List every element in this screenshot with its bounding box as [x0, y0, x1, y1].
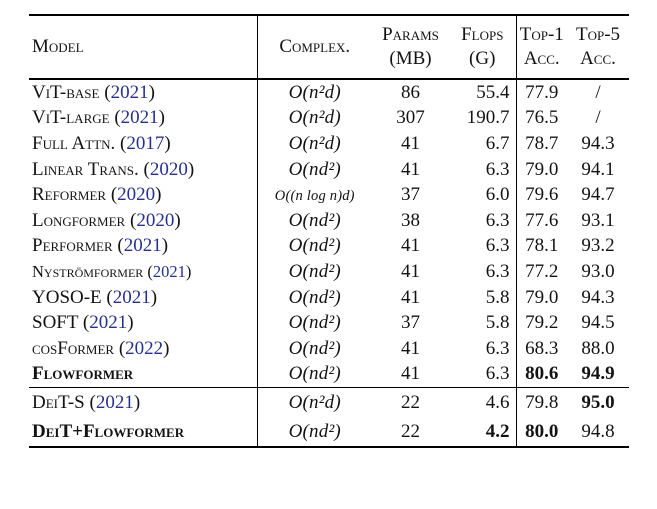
top5-value: 93.2: [581, 235, 615, 257]
table-body-main: [29, 79, 629, 388]
top5-value: 94.5: [581, 312, 615, 334]
model-cell: ViT-large (2021): [29, 106, 257, 132]
complexity-cell: [257, 388, 372, 418]
citation-year-link[interactable]: 2017: [126, 132, 165, 154]
model-name: Nyströmformer: [32, 261, 144, 281]
params-value: 41: [401, 132, 420, 154]
complexity-formula: O(nd²): [288, 363, 341, 385]
params-value: 41: [401, 260, 420, 282]
model-cell: Linear Trans. (2020): [29, 157, 257, 183]
table-row: [29, 417, 629, 447]
complexity-cell: [257, 285, 372, 311]
table-row: [29, 131, 629, 157]
model-name: Linear Trans.: [32, 158, 139, 180]
flops-value: 4.6: [485, 391, 510, 413]
flops-value: 6.3: [485, 260, 510, 282]
params-value: 41: [401, 286, 420, 308]
complexity-formula: O(nd²): [288, 158, 341, 180]
top1-value: 77.2: [516, 259, 567, 285]
params-value: 41: [401, 337, 420, 359]
complexity-cell: [257, 362, 372, 388]
citation-year-link[interactable]: 2021: [123, 235, 162, 257]
top1-value: 68.3: [516, 336, 567, 362]
table-row: [29, 336, 629, 362]
header-model-label: Model: [32, 36, 84, 58]
citation-year-link[interactable]: 2021: [120, 107, 159, 129]
complexity-cell: [257, 336, 372, 362]
complexity-cell: [257, 417, 372, 447]
top5-value: 94.8: [581, 420, 615, 442]
top1-value: 79.6: [516, 182, 567, 208]
table-header: [29, 15, 629, 79]
header-params-line2: (MB): [389, 48, 432, 69]
table-row: [29, 259, 629, 285]
model-name: DeiT+Flowformer: [32, 420, 185, 442]
top5-value: 88.0: [581, 337, 615, 359]
params-value: 41: [401, 235, 420, 257]
header-top5-line1: Top-5: [575, 24, 621, 46]
header-top1-line2: Acc.: [523, 48, 560, 69]
top5-value: /: [595, 81, 601, 103]
top5-value: 95.0: [581, 391, 615, 413]
table-row: [29, 310, 629, 336]
table-row: [29, 182, 629, 208]
flops-value: 55.4: [476, 81, 510, 103]
top5-value: 93.1: [581, 209, 615, 231]
model-name: Flowformer: [32, 363, 134, 385]
citation-year-link[interactable]: 2021: [95, 391, 134, 413]
complexity-formula: O(nd²): [288, 312, 341, 334]
model-name: cosFormer: [32, 337, 115, 359]
flops-value: 6.3: [485, 235, 510, 257]
header-top1: [516, 15, 567, 79]
header-top5-line2: Acc.: [580, 48, 616, 69]
complexity-cell: [257, 131, 372, 157]
citation-year-link[interactable]: 2020: [117, 184, 156, 206]
table-row: [29, 234, 629, 260]
top1-value: 79.0: [516, 285, 567, 311]
params-value: 307: [396, 107, 425, 129]
flops-value: 6.3: [449, 362, 516, 388]
params-value: 41: [401, 158, 420, 180]
top5-value: 94.3: [581, 286, 615, 308]
complexity-formula: O(n²d): [288, 81, 341, 103]
model-name: DeiT-S: [32, 391, 85, 413]
complexity-formula: O(n²d): [288, 391, 341, 413]
params-value: 38: [401, 209, 420, 231]
header-complexity-label: Complex.: [279, 36, 351, 58]
citation-year-link[interactable]: 2021: [89, 312, 128, 334]
table-row: [29, 106, 629, 132]
complexity-cell: [257, 259, 372, 285]
top1-value: 79.8: [516, 388, 567, 418]
model-cell: SOFT (2021): [29, 310, 257, 336]
model-cell: Nyströmformer (2021): [29, 259, 257, 285]
header-top5: [567, 15, 629, 79]
table-row: [29, 208, 629, 234]
model-name: SOFT: [32, 312, 79, 334]
citation-year-link[interactable]: 2022: [125, 337, 164, 359]
complexity-cell: [257, 79, 372, 106]
complexity-formula: O(n²d): [288, 132, 341, 154]
complexity-formula: O(nd²): [288, 209, 341, 231]
complexity-cell: [257, 182, 372, 208]
complexity-formula: O(nd²): [288, 286, 341, 308]
results-table: [29, 14, 629, 448]
top5-value: 94.3: [581, 132, 615, 154]
table-row: [29, 388, 629, 418]
model-cell: [29, 417, 257, 447]
model-cell: Reformer (2020): [29, 182, 257, 208]
params-value: 37: [401, 184, 420, 206]
model-cell: DeiT-S (2021): [29, 388, 257, 418]
complexity-formula: O(n²d): [288, 107, 341, 129]
citation-year-link[interactable]: 2020: [136, 209, 175, 231]
top5-value: 94.7: [581, 184, 615, 206]
model-cell: Performer (2021): [29, 234, 257, 260]
model-cell: Longformer (2020): [29, 208, 257, 234]
header-top1-line1: Top-1: [519, 24, 564, 46]
header-flops: [449, 15, 516, 79]
citation-year-link[interactable]: 2021: [110, 81, 149, 103]
top5-value: 94.9: [567, 362, 629, 388]
complexity-cell: [257, 310, 372, 336]
top1-value: 79.2: [516, 310, 567, 336]
flops-value: 6.3: [485, 209, 510, 231]
top1-value: 80.6: [516, 362, 567, 388]
citation-year-link[interactable]: 2021: [112, 286, 151, 308]
model-cell: ViT-base (2021): [29, 79, 257, 106]
header-flops-line2: (G): [469, 48, 496, 69]
header-flops-line1: Flops: [461, 24, 504, 46]
top1-value: 79.0: [516, 157, 567, 183]
flops-value: 5.8: [485, 312, 510, 334]
flops-value: 4.2: [485, 420, 510, 442]
params-value: 86: [401, 81, 420, 103]
model-name: YOSO-E: [32, 286, 102, 308]
complexity-cell: [257, 208, 372, 234]
citation-year-link[interactable]: 2020: [149, 158, 188, 180]
model-cell: cosFormer (2022): [29, 336, 257, 362]
model-cell: Full Attn. (2017): [29, 131, 257, 157]
table-row: [29, 157, 629, 183]
params-value: 22: [401, 391, 420, 413]
table-body-footer: [29, 388, 629, 448]
flops-value: 6.7: [485, 132, 510, 154]
model-name: Full Attn.: [32, 132, 116, 154]
params-value: 22: [401, 420, 420, 442]
top1-value: 77.6: [516, 208, 567, 234]
header-params-line1: Params: [382, 24, 439, 46]
complexity-formula: O(nd²): [288, 420, 341, 442]
header-params: [372, 15, 449, 79]
table-row: [29, 362, 629, 388]
complexity-cell: [257, 234, 372, 260]
complexity-formula: O(nd²): [288, 260, 341, 282]
header-complexity: [257, 15, 372, 79]
params-value: 41: [372, 362, 449, 388]
model-name: ViT-large: [32, 107, 110, 129]
model-cell: [29, 362, 257, 388]
params-value: 37: [401, 312, 420, 334]
top1-value: 78.1: [516, 234, 567, 260]
top1-value: 78.7: [516, 131, 567, 157]
table-row: [29, 285, 629, 311]
model-cell: YOSO-E (2021): [29, 285, 257, 311]
flops-value: 6.3: [485, 158, 510, 180]
top1-value: 77.9: [516, 79, 567, 106]
top5-value: 94.1: [581, 158, 615, 180]
top1-value: 80.0: [516, 417, 567, 447]
complexity-cell: [257, 157, 372, 183]
complexity-formula: O(nd²): [288, 235, 341, 257]
flops-value: 6.3: [485, 337, 510, 359]
model-name: Reformer: [32, 184, 107, 206]
model-name: ViT-base: [32, 81, 100, 103]
complexity-formula: O(nd²): [288, 337, 341, 359]
top5-value: 93.0: [581, 260, 615, 282]
top5-value: /: [595, 107, 601, 129]
header-model: [29, 15, 257, 79]
flops-value: 6.0: [485, 184, 510, 206]
model-name: Longformer: [32, 209, 126, 231]
citation-year-link[interactable]: 2021: [152, 261, 186, 281]
table-row: [29, 79, 629, 106]
complexity-formula: O((n log n)d): [274, 188, 355, 205]
flops-value: 5.8: [485, 286, 510, 308]
flops-value: 190.7: [466, 107, 510, 129]
model-name: Performer: [32, 235, 113, 257]
complexity-cell: [257, 106, 372, 132]
top1-value: 76.5: [516, 106, 567, 132]
